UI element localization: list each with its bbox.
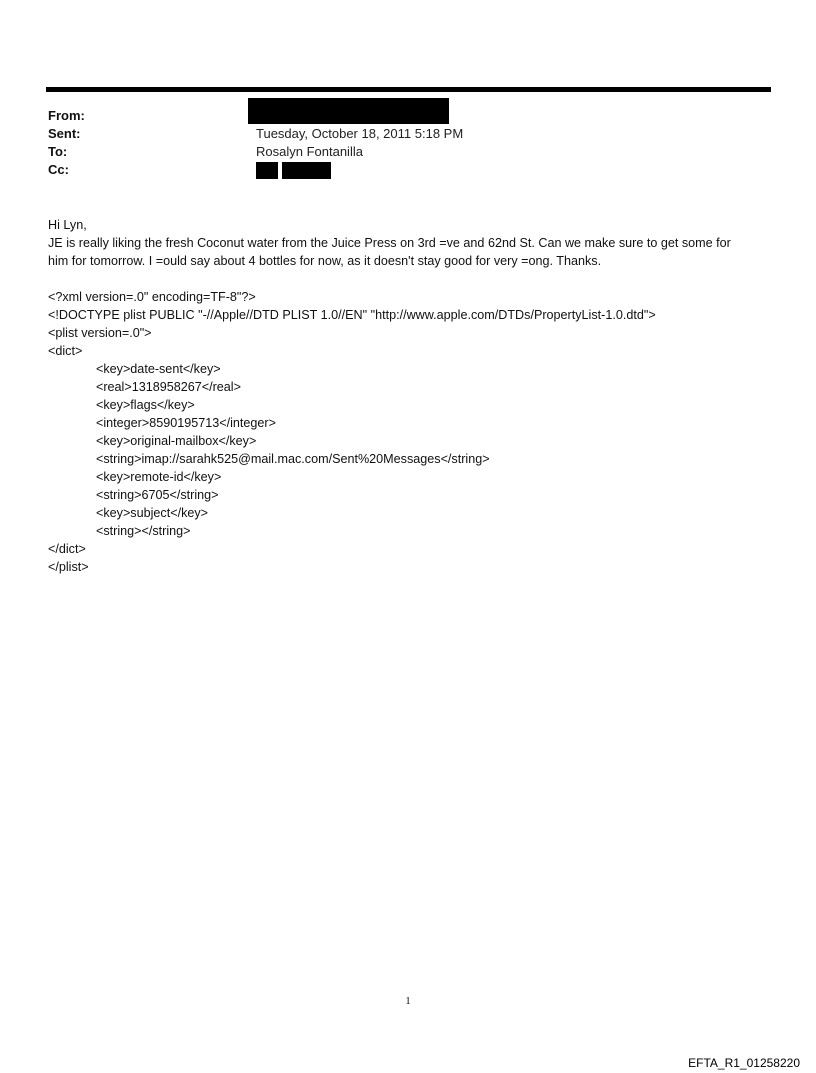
from-redaction (248, 98, 449, 124)
email-body (48, 216, 788, 576)
dict-close: </dict> (48, 542, 86, 556)
cc-redaction-1 (256, 162, 278, 179)
document-id: EFTA_R1_01258220 (688, 1056, 800, 1070)
plist-entry: <string>6705</string> (96, 488, 219, 502)
plist-entry: <key>subject</key> (96, 506, 209, 520)
page-number: 1 (405, 995, 411, 1007)
plist-entry: <string></string> (96, 524, 191, 538)
plist-entry: <key>remote-id</key> (96, 470, 222, 484)
plist-open: <plist version=.0"> (48, 326, 152, 340)
plist-close: </plist> (48, 560, 89, 574)
plist-entry: <key>flags</key> (96, 398, 195, 412)
blank-line (48, 270, 788, 288)
sent-row (48, 125, 748, 143)
plist-entry: <key>date-sent</key> (96, 362, 221, 376)
header-rule (46, 87, 771, 92)
doctype-line: <!DOCTYPE plist PUBLIC "-//Apple//DTD PLIST 1.0//EN" "http://www.apple.com/DTDs/PropertyList-1.0.dtd"> (48, 308, 656, 322)
message-line-2: him for tomorrow. I =ould say about 4 bottles for now, as it doesn't stay good for very =ong. Thanks. (48, 254, 602, 268)
sent-value: Tuesday, October 18, 2011 5:18 PM (256, 126, 464, 141)
from-label: From: (48, 108, 85, 123)
dict-open: <dict> (48, 344, 83, 358)
sent-label: Sent: (48, 126, 81, 141)
cc-row (48, 161, 748, 179)
cc-label: Cc: (48, 162, 69, 177)
xml-declaration: <?xml version=.0" encoding=TF-8"?> (48, 290, 256, 304)
to-label: To: (48, 144, 68, 159)
to-value: Rosalyn Fontanilla (256, 144, 363, 159)
plist-entry: <real>1318958267</real> (96, 380, 241, 394)
plist-entry: <integer>8590195713</integer> (96, 416, 276, 430)
message-line-1: JE is really liking the fresh Coconut water from the Juice Press on 3rd =ve and 62nd St. Can we make sure to get some for (48, 236, 731, 250)
cc-redaction-2 (282, 162, 331, 179)
to-row (48, 143, 748, 161)
plist-entry: <string>imap://sarahk525@mail.mac.com/Sent%20Messages</string> (96, 452, 490, 466)
greeting: Hi Lyn, (48, 218, 87, 232)
plist-entry: <key>original-mailbox</key> (96, 434, 257, 448)
